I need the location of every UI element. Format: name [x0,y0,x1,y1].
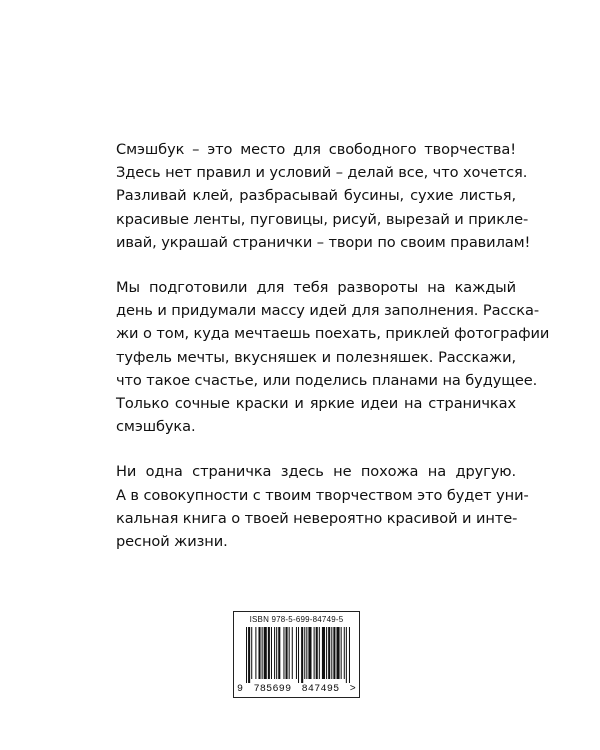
text-line: день и придумали массу идей для заполнения. Расска- [116,302,540,320]
text-line: что такое счастье, или поделись планами на будущее. [116,371,538,389]
text-line: смэшбука. [116,418,196,436]
text-line: ресной жизни. [116,533,228,551]
barcode-digit-first: 9 [237,684,244,695]
isbn-barcode-box [233,611,360,698]
text-line: А в совокупности с твоим творчеством это будет уни- [116,486,529,504]
description-text [116,138,550,575]
barcode-digit-end: > [349,684,356,695]
text-line: Только сочные краски и яркие идеи на страничках [116,395,516,413]
text-line: Здесь нет правил и условий – делай все, что хочется. [116,164,528,182]
text-line: ивай, украшай странички – твори по своим правилам! [116,233,531,251]
text-line: жи о том, куда мечтаешь поехать, приклей фотографии [116,325,550,343]
text-line: Мы подготовили для тебя развороты на каждый [116,279,516,297]
paragraph-1 [116,138,531,254]
text-line: красивые ленты, пуговицы, рисуй, вырезай и прикле- [116,210,529,228]
barcode-digits-left: 785699 [253,684,292,695]
text-line: Разливай клей, разбрасывай бусины, сухие листья, [116,187,516,205]
barcode-digits [237,684,356,695]
text-line: Ни одна страничка здесь не похожа на другую. [116,463,516,481]
text-line: кальная книга о твоей невероятно красивой и инте- [116,509,518,527]
paragraph-3 [116,460,529,553]
paragraph-2 [116,276,550,438]
text-line: Смэшбук – это место для свободного творчества! [116,141,516,158]
barcode-icon [246,627,350,683]
barcode-digits-right: 847495 [301,684,340,695]
text-line: туфель мечты, вкусняшек и полезняшек. Расскажи, [116,348,516,366]
isbn-label: ISBN 978-5-699-84749-5 [249,615,344,624]
